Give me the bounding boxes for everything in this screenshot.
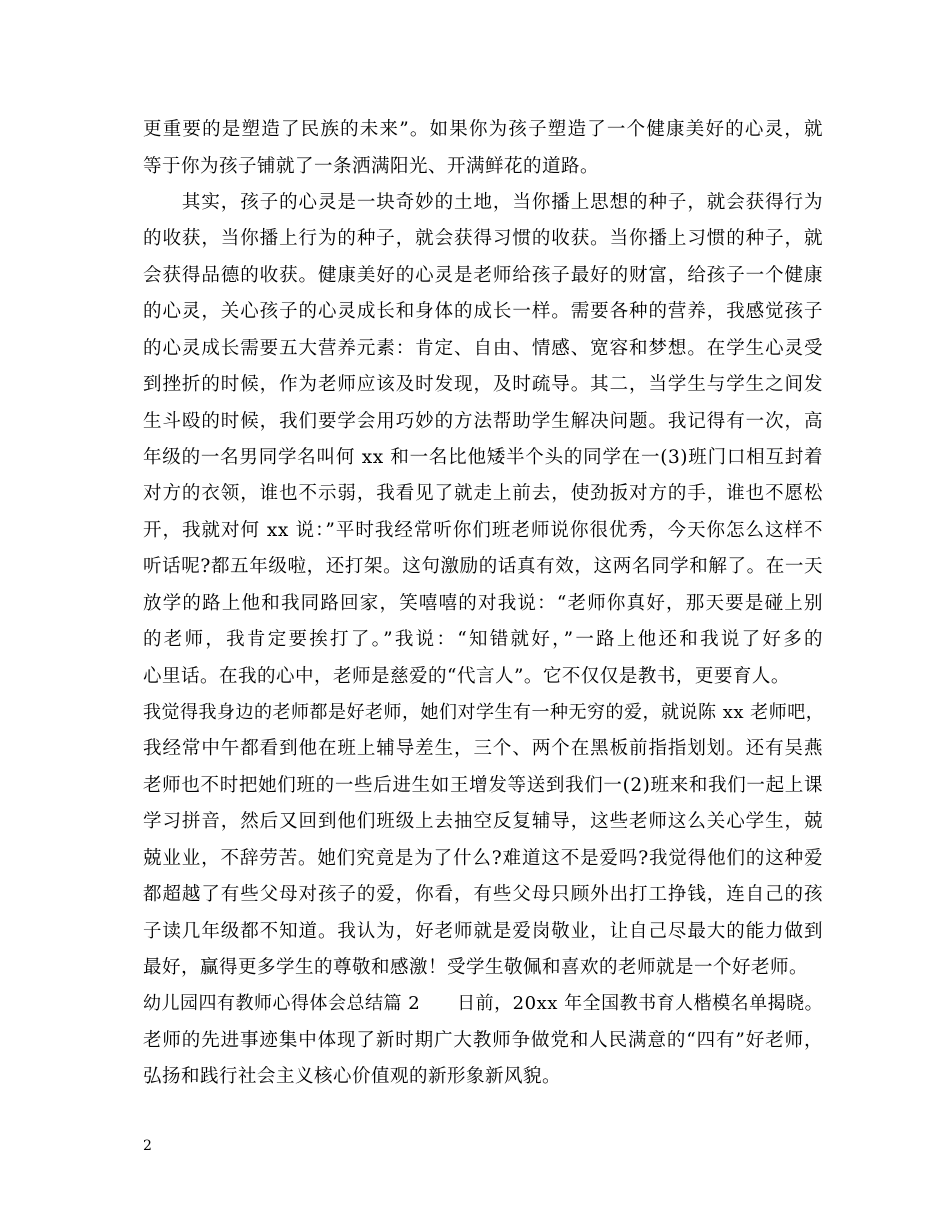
text-line: 老师也不时把她们班的一些后进生如王增发等送到我们一(2)班来和我们一起上课 xyxy=(143,775,823,796)
text-line: 对方的衣领，谁也不示弱，我看见了就走上前去，使劲扳对方的手，谁也不愿松 xyxy=(143,483,823,504)
text-line: 其实，孩子的心灵是一块奇妙的土地，当你播上思想的种子，就会获得行为 xyxy=(143,192,823,213)
text-line: 的老师，我肯定要挨打了。”我说：“知错就好，”一路上他还和我说了好多的 xyxy=(143,629,823,650)
text-line: 的收获，当你播上行为的种子，就会获得习惯的收获。当你播上习惯的种子，就 xyxy=(143,228,823,249)
text-line: 会获得品德的收获。健康美好的心灵是老师给孩子最好的财富，给孩子一个健康 xyxy=(143,265,823,286)
text-line: 更重要的是塑造了民族的未来”。如果你为孩子塑造了一个健康美好的心灵，就 xyxy=(143,119,823,140)
text-line: 心里话。在我的心中，老师是慈爱的“代言人”。它不仅仅是教书，更要育人。 xyxy=(143,666,790,687)
text-line: 生斗殴的时候，我们要学会用巧妙的方法帮助学生解决问题。我记得有一次，高 xyxy=(143,411,823,432)
text-line: 的心灵成长需要五大营养元素：肯定、自由、情感、宽容和梦想。在学生心灵受 xyxy=(143,338,823,359)
text-line: 听话呢?都五年级啦，还打架。这句激励的话真有效，这两名同学和解了。在一天 xyxy=(143,556,823,577)
text-line: 年级的一名男同学名叫何 xx 和一名比他矮半个头的同学在一(3)班门口相互封着 xyxy=(143,447,823,468)
text-line: 老师的先进事迹集中体现了新时期广大教师争做党和人民满意的“四有”好老师， xyxy=(143,1030,823,1051)
text-line: 我经常中午都看到他在班上辅导差生，三个、两个在黑板前指指划划。还有吴燕 xyxy=(143,738,823,759)
text-line: 放学的路上他和我同路回家，笑嘻嘻的对我说：“老师你真好，那天要是碰上别 xyxy=(143,593,823,614)
text-line: 的心灵，关心孩子的心灵成长和身体的成长一样。需要各种的营养，我感觉孩子 xyxy=(143,301,823,322)
text-line: 幼儿园四有教师心得体会总结篇 2 日前，20xx 年全国教书育人楷模名单揭晓。 xyxy=(143,993,824,1014)
text-line: 我觉得我身边的老师都是好老师，她们对学生有一种无穷的爱，就说陈 xx 老师吧， xyxy=(143,702,825,723)
page-number: 2 xyxy=(143,1138,152,1154)
text-line: 兢业业，不辞劳苦。她们究竟是为了什么?难道这不是爱吗?我觉得他们的这种爱 xyxy=(143,848,823,869)
text-line: 开，我就对何 xx 说：”平时我经常听你们班老师说你很优秀，今天你怎么这样不 xyxy=(143,520,823,541)
text-line: 子读几年级都不知道。我认为，好老师就是爱岗敬业，让自己尽最大的能力做到 xyxy=(143,921,823,942)
text-line: 最好，赢得更多学生的尊敬和感激！受学生敬佩和喜欢的老师就是一个好老师。 xyxy=(143,957,809,978)
text-line: 弘扬和践行社会主义核心价值观的新形象新风貌。 xyxy=(143,1066,562,1087)
text-line: 都超越了有些父母对孩子的爱，你看，有些父母只顾外出打工挣钱，连自己的孩 xyxy=(143,884,823,905)
text-line: 到挫折的时候，作为老师应该及时发现，及时疏导。其二，当学生与学生之间发 xyxy=(143,374,823,395)
text-line: 等于你为孩子铺就了一条洒满阳光、开满鲜花的道路。 xyxy=(143,156,600,177)
text-line: 学习拼音，然后又回到他们班级上去抽空反复辅导，这些老师这么关心学生，兢 xyxy=(143,811,823,832)
